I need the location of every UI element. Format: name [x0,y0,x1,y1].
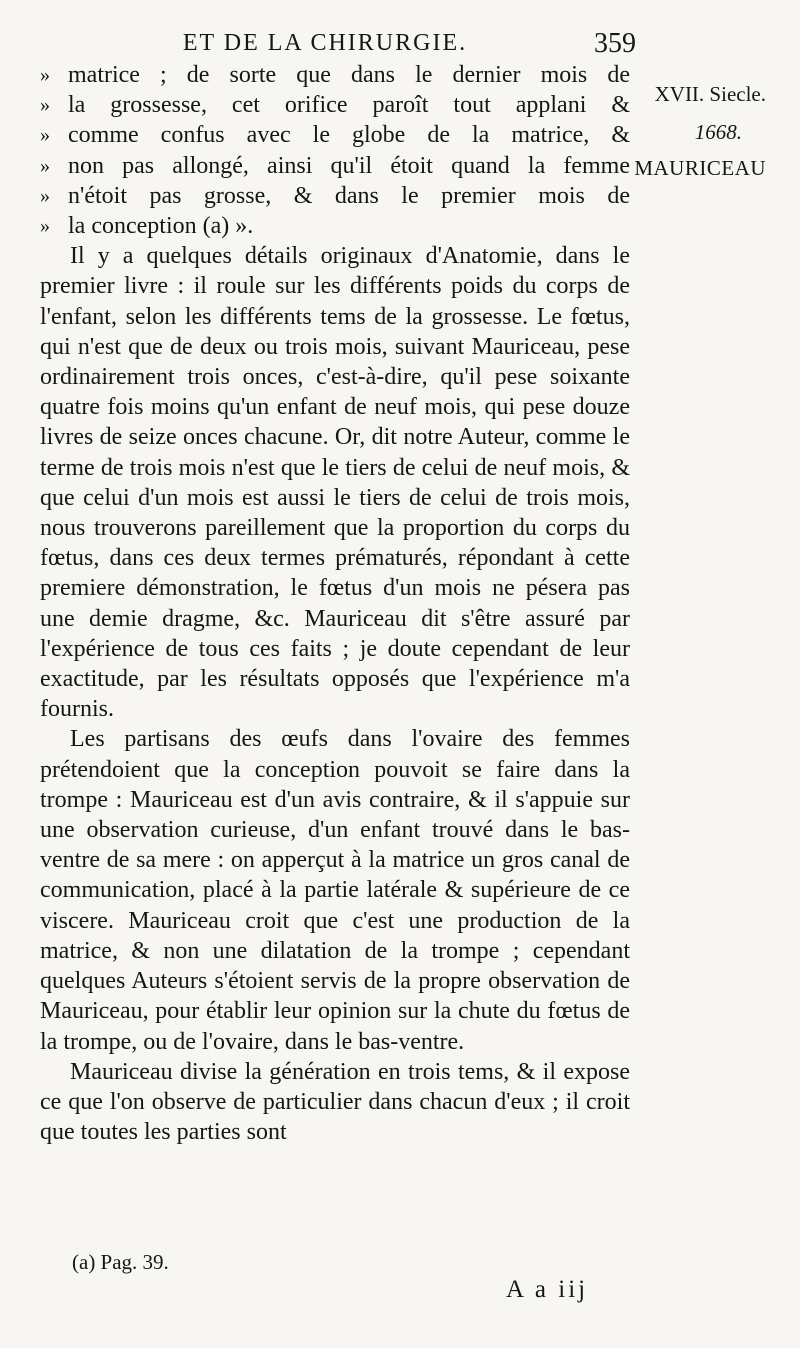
quotation-line-text: comme confus avec le globe de la matrice, & [68,122,630,149]
quotation-line-text: non pas allongé, ainsi qu'il étoit quand la femme [68,152,630,179]
guillemet-mark: » [40,94,50,117]
margin-note-century: XVII. Siecle. [654,82,766,106]
guillemet-mark: » [40,124,50,147]
margin-note-author: MAURICEAU [634,156,766,180]
guillemet-mark: » [40,154,50,177]
quotation-line [40,211,630,241]
quotation-line-text: matrice ; de sorte que dans le dernier mois de [68,62,630,88]
quotation-line [40,151,630,181]
quotation-line-text: la conception (a) ». [68,213,254,240]
guillemet-mark: » [40,184,50,207]
paragraph-anatomy: Il y a quelques détails originaux d'Anatomie, dans le premier livre : il roule sur les différents poids du corps de l'enfant, selon les différents tems de la grossesse. Le fœtus, qui n'est que de deux ou trois mois, suivant Mauriceau, pese ordinairement trois onces, c'est-à-dire, qu'il pese soixante quatre fois moins qu'un enfant de neuf mois, qui pese douze livres de seize onces chacune. Or, dit notre Auteur, comme le terme de trois mois n'est que le tiers de celui de neuf mois, & que celui d'un mois est aussi le tiers de celui de trois mois, nous trouverons pareillement que la proportion du corps du fœtus, dans ces deux termes prématurés, répondant à cette premiere démonstration, le fœtus d'un mois ne pésera pas une demie dragme, &c. Mauriceau dit s'être assuré par l'expérience de tous ces faits ; je doute cependant de leur exactitude, par les résultats opposés que l'expérience m'a fournis. [40,243,630,723]
margin-note-year: 1668. [694,120,742,144]
guillemet-mark: » [40,215,50,238]
paragraph-conception: Les partisans des œufs dans l'ovaire des femmes prétendoient que la conception pouvoit se faire dans la trompe : Mauriceau est d'un avis contraire, & il s'appuie sur une observation curieuse, d'un enfant trouvé dans le bas-ventre de sa mere : on apperçut à la matrice un gros canal de communication, placé à la partie latérale & supérieure de ce viscere. Mauriceau croit que c'est une production de la matrice, & non une dilatation de la trompe ; cependant quelques Auteurs s'étoient servis de la propre observation de Mauriceau, pour établir leur opinion sur la chute du fœtus de la trompe, ou de l'ovaire, dans le bas-ventre. [40,726,630,1055]
footnote: (a) Pag. 39. [72,1250,169,1274]
quotation-line [40,120,630,150]
body-text [40,60,630,1147]
guillemet-mark: » [40,64,50,86]
page-number: 359 [594,28,636,59]
signature-mark: A a iij [506,1276,589,1303]
paragraph-generation: Mauriceau divise la génération en trois tems, & il expose ce que l'on observe de particulier dans chacun d'eux ; il croit que toutes les parties sont [40,1058,630,1146]
quotation-line [40,181,630,211]
quotation-block [40,60,630,241]
quotation-line [40,90,630,120]
quotation-line [40,60,630,90]
quotation-line-text: n'étoit pas grosse, & dans le premier mois de [68,182,630,209]
running-title: ET DE LA CHIRURGIE. [182,30,468,56]
quotation-line-text: la grossesse, cet orifice paroît tout applani & [68,92,630,119]
